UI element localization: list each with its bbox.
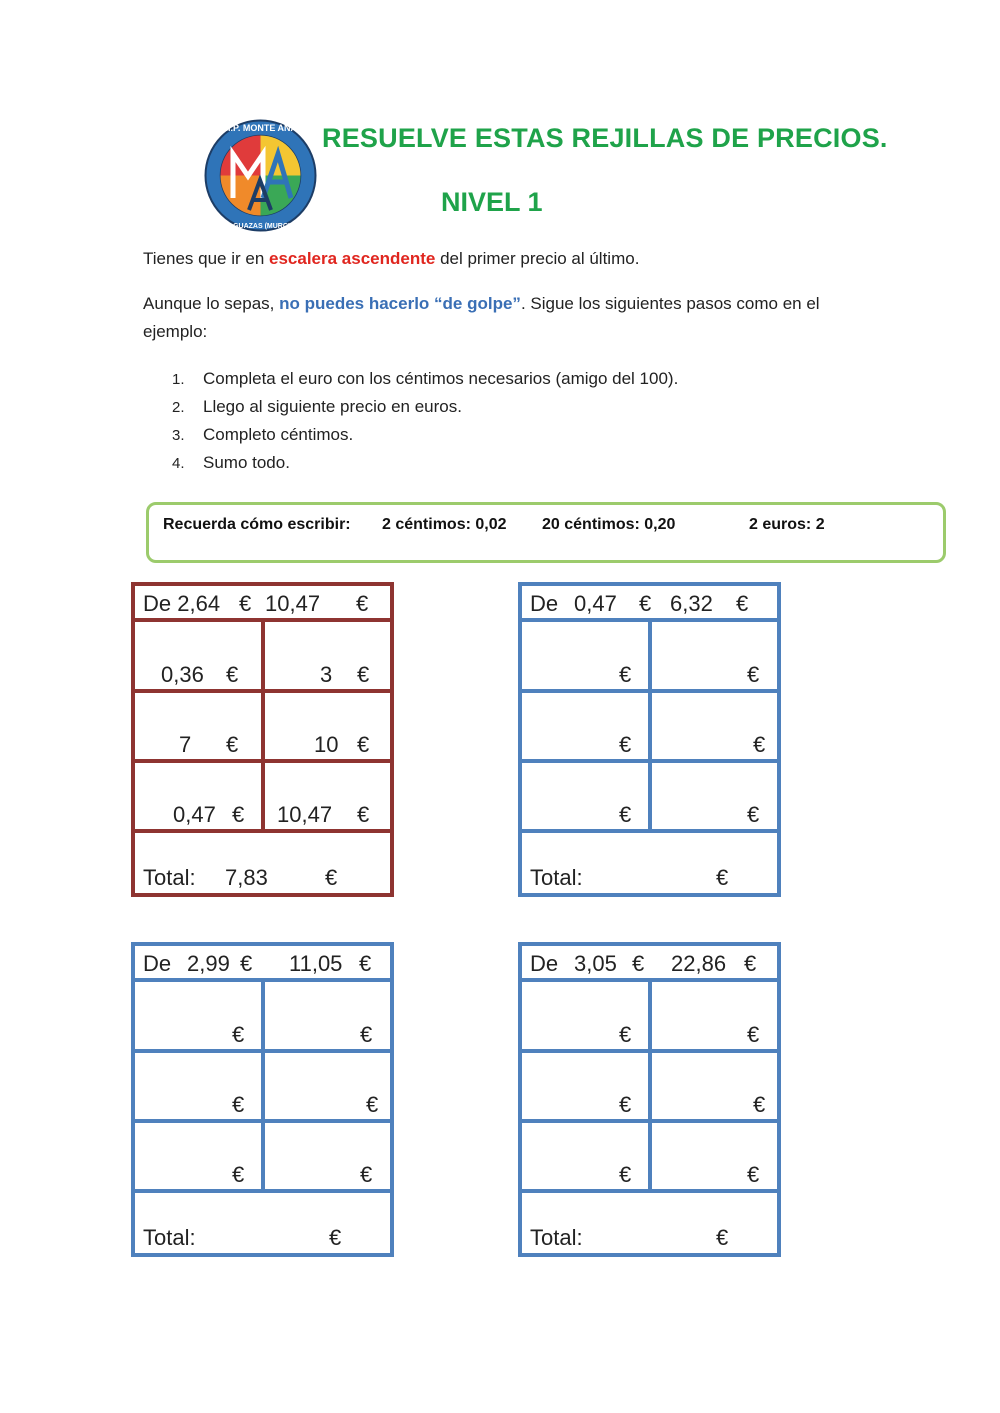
- euro-sign: €: [744, 951, 757, 976]
- cell-value: 0,47: [173, 802, 216, 827]
- euro-sign: €: [357, 732, 370, 757]
- total-label: Total:: [530, 865, 583, 890]
- grid-de-label: De: [143, 951, 172, 976]
- step-number: 4.: [172, 455, 185, 472]
- euro-sign: €: [366, 1092, 379, 1117]
- euro-sign: €: [232, 1092, 245, 1117]
- grid-to-price: 11,05: [289, 951, 343, 976]
- grid-to-price: 6,32: [670, 591, 713, 616]
- euro-sign: €: [619, 1022, 632, 1047]
- steps-list: [172, 365, 678, 477]
- step-item: [172, 365, 678, 393]
- euro-sign: €: [356, 591, 369, 616]
- step-text: Completa el euro con los céntimos necesarios (amigo del 100).: [203, 369, 679, 388]
- intro-text: del primer precio al último.: [435, 249, 640, 268]
- grid-from-price: 3,05: [574, 951, 617, 976]
- euro-sign: €: [632, 951, 645, 976]
- euro-sign: €: [747, 662, 760, 687]
- euro-sign: €: [325, 865, 338, 890]
- euro-sign: €: [747, 1162, 760, 1187]
- step-number: 2.: [172, 399, 185, 416]
- euro-sign: €: [619, 662, 632, 687]
- step-text: Sumo todo.: [203, 453, 290, 472]
- grid-from-price: 0,47: [574, 591, 617, 616]
- euro-sign: €: [619, 802, 632, 827]
- euro-sign: €: [753, 1092, 766, 1117]
- euro-sign: €: [736, 591, 749, 616]
- total-label: Total:: [143, 865, 196, 890]
- step-item: [172, 421, 678, 449]
- euro-sign: €: [360, 1162, 373, 1187]
- euro-sign: €: [619, 732, 632, 757]
- euro-sign: €: [747, 1022, 760, 1047]
- euro-sign: €: [232, 1022, 245, 1047]
- intro-text: Aunque lo sepas,: [143, 294, 280, 313]
- highlight-no-golpe: no puedes hacerlo “de golpe”: [279, 294, 521, 313]
- total-label: Total:: [143, 1225, 196, 1250]
- intro-text: . Sigue los siguientes pasos como en el: [520, 294, 820, 313]
- euro-sign: €: [639, 591, 652, 616]
- cell-value: 7: [179, 732, 192, 757]
- euro-sign: €: [359, 951, 372, 976]
- euro-sign: €: [226, 662, 239, 687]
- intro-line-3: ejemplo:: [143, 322, 208, 341]
- euro-sign: €: [619, 1162, 632, 1187]
- euro-sign: €: [232, 802, 245, 827]
- euro-sign: €: [232, 1162, 245, 1187]
- euro-sign: €: [357, 662, 370, 687]
- svg-text:ALGUAZAS (MURCIA): ALGUAZAS (MURCIA): [223, 223, 298, 230]
- step-item: [172, 449, 678, 477]
- total-label: Total:: [530, 1225, 583, 1250]
- grid-to-price: 22,86: [671, 951, 727, 976]
- grid-de-label: De: [530, 951, 559, 976]
- intro-text: Tienes que ir en: [143, 249, 269, 268]
- highlight-ascending: escalera ascendente: [269, 249, 436, 268]
- cell-value: 3: [320, 662, 333, 687]
- price-grid-2: [518, 582, 781, 897]
- euro-sign: €: [240, 951, 253, 976]
- euro-sign: €: [226, 732, 239, 757]
- cell-value: 10: [314, 732, 339, 757]
- euro-sign: €: [753, 732, 766, 757]
- level-heading: NIVEL 1: [441, 187, 543, 217]
- euro-sign: €: [619, 1092, 632, 1117]
- cell-value: 0,36: [161, 662, 204, 687]
- euro-sign: €: [747, 802, 760, 827]
- intro-line-2: [143, 290, 820, 318]
- grid-de-label: De: [530, 591, 559, 616]
- remember-example-euros: 2 euros: 2: [749, 516, 825, 533]
- step-number: 3.: [172, 427, 185, 444]
- total-value: 7,83: [225, 865, 268, 890]
- step-text: Llego al siguiente precio en euros.: [203, 397, 462, 416]
- euro-sign: €: [329, 1225, 342, 1250]
- page-title: RESUELVE ESTAS REJILLAS DE PRECIOS.: [322, 123, 888, 153]
- grid-from-price: 2,99: [187, 951, 230, 976]
- step-item: [172, 393, 678, 421]
- grid-from-price: De 2,64: [143, 591, 221, 616]
- step-number: 1.: [172, 371, 185, 388]
- price-grid-4: [518, 942, 781, 1257]
- remember-example-tens: 20 céntimos: 0,20: [542, 516, 676, 533]
- euro-sign: €: [716, 865, 729, 890]
- remember-example-cents: 2 céntimos: 0,02: [382, 516, 507, 533]
- euro-sign: €: [716, 1225, 729, 1250]
- remember-label: Recuerda cómo escribir:: [163, 516, 351, 533]
- price-grid-3: [131, 942, 394, 1257]
- svg-text:C.E.I.P. MONTE ANAOR: C.E.I.P. MONTE ANAOR: [210, 123, 311, 133]
- euro-sign: €: [357, 802, 370, 827]
- intro-line-1: [143, 245, 639, 273]
- euro-sign: €: [360, 1022, 373, 1047]
- euro-sign: €: [239, 591, 252, 616]
- grid-to-price: 10,47: [265, 591, 321, 616]
- cell-value: 10,47: [277, 802, 333, 827]
- step-text: Completo céntimos.: [203, 425, 354, 444]
- school-logo: [203, 118, 318, 233]
- price-grid-example: [131, 582, 394, 897]
